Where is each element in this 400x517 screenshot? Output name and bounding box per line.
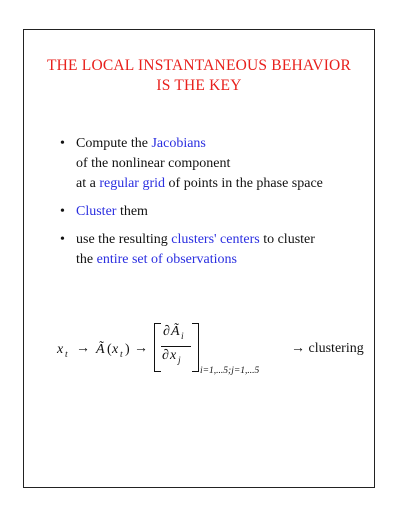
slide-title-line-2: IS THE KEY [156,77,242,94]
highlight-regular-grid: regular grid [99,176,166,191]
bullet-item-cluster [60,202,360,222]
fraction-partial-bottom: ∂ [162,348,169,363]
bullet-text: them [116,204,148,219]
formula-subscript: i=1,...5;j=1,...5 [200,366,260,376]
bullet-marker: • [60,232,65,247]
fraction-i: i [181,332,184,342]
slide-frame [23,29,375,488]
bullet-text: use the resulting [76,232,172,247]
bullet-text: to cluster [259,232,315,247]
bullet-line [76,230,360,250]
fraction-a-tilde: Ã [171,324,180,339]
fraction-partial-top: ∂ [163,324,170,339]
formula-a-tilde: Ã [96,342,105,357]
formula-t: t [65,350,68,360]
formula-result: → clustering [291,341,364,356]
formula-x: x [57,342,64,357]
bullet-text: of points in the phase space [165,176,323,191]
fraction-j: j [178,356,181,366]
bullet-line [76,250,360,270]
matrix-left-bracket [154,323,161,372]
bullet-line [76,134,360,154]
fraction-x: x [170,348,177,363]
formula-paren-open: ( [107,342,112,357]
highlight-clusters-centers: clusters' centers [171,232,260,247]
formula [57,320,367,380]
matrix-right-bracket [192,323,199,372]
bullet-line: of the nonlinear component [76,156,231,171]
bullet-item-centers [60,230,360,270]
bullet-text: Compute the [76,136,152,151]
highlight-cluster: Cluster [76,204,117,219]
formula-x-arg: x [112,342,119,357]
bullet-text: at a [76,176,100,191]
formula-paren-close: ) [125,342,130,357]
formula-arrow-1: → [76,341,90,356]
bullet-text: the [76,252,97,267]
formula-t-arg: t [120,350,123,360]
bullet-marker: • [60,204,65,219]
fraction-bar [161,346,191,347]
highlight-entire-set: entire set of observations [96,252,237,267]
formula-arrow-2: → [134,341,148,356]
bullet-line [76,202,360,222]
bullet-marker: • [60,136,65,151]
bullet-list [60,134,360,278]
highlight-jacobians: Jacobians [151,136,206,151]
bullet-item-jacobians [60,134,360,194]
slide-title [24,56,374,96]
slide-title-line-1: THE LOCAL INSTANTANEOUS BEHAVIOR [46,57,351,74]
bullet-line [76,174,360,194]
